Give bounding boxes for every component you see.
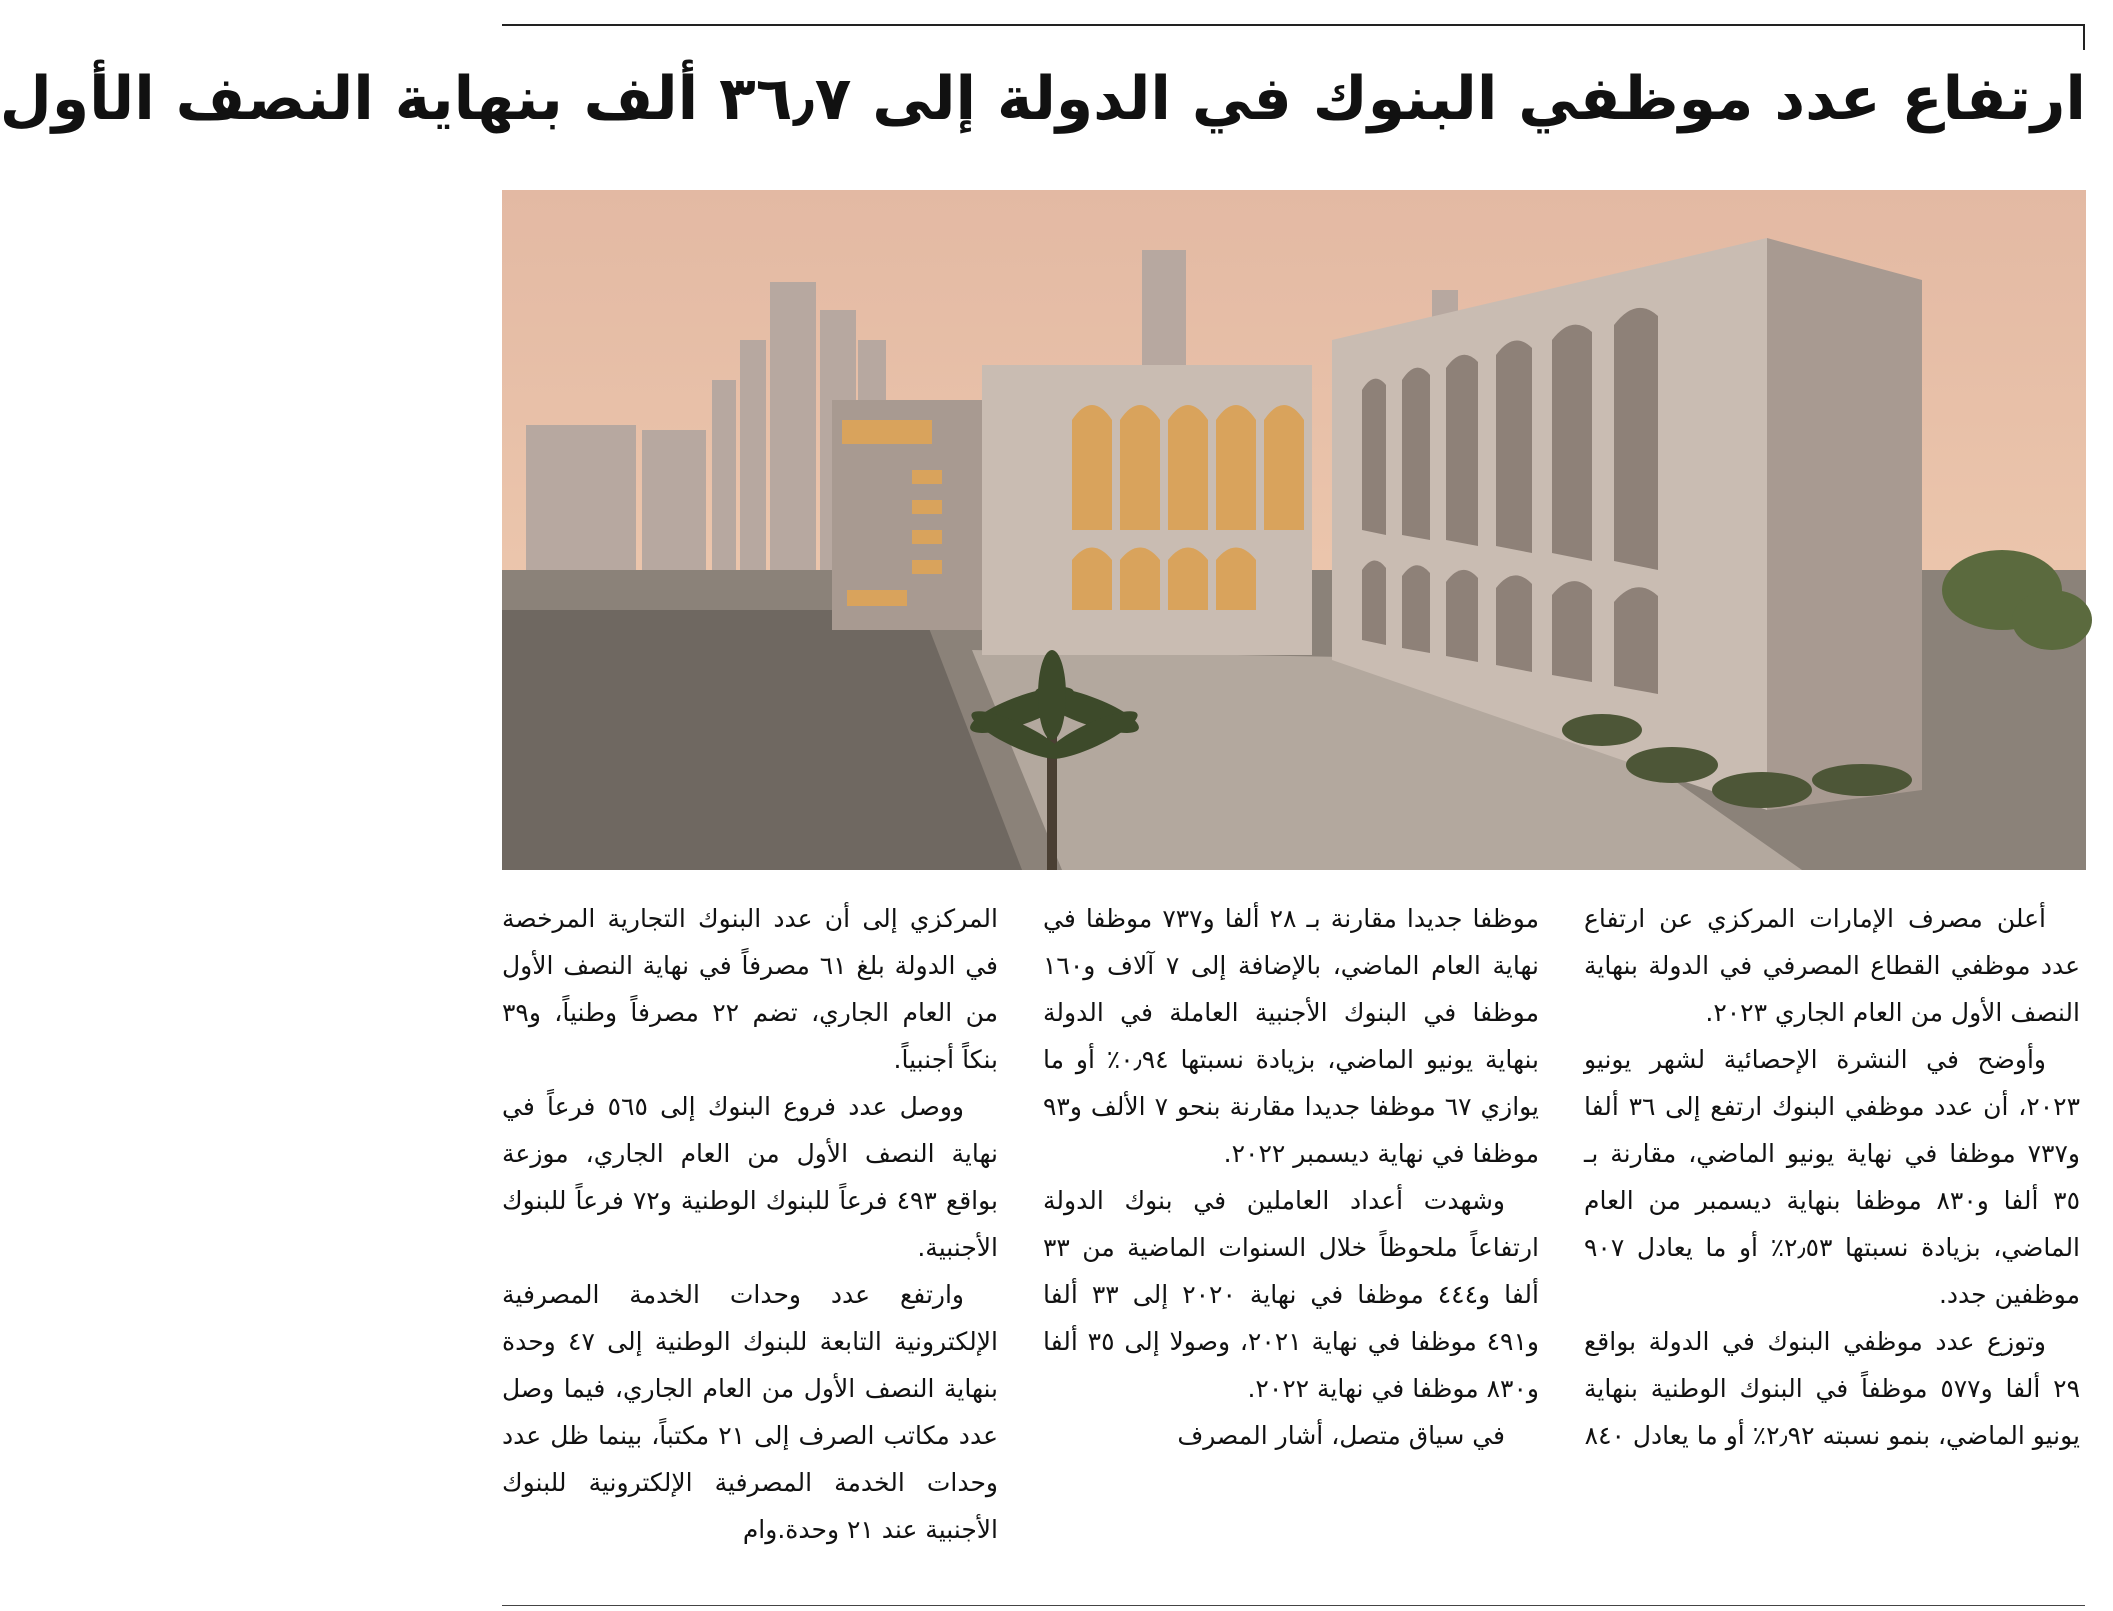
paragraph-continued: موظفا جديدا مقارنة بـ ٢٨ ألفا و٧٣٧ موظفا في نهاية العام الماضي، بالإضافة إلى ٧ آلاف و١٦٠ موظفا في البنوك الأجنبية العاملة في الدولة بنهاية يونيو الماضي، بزيادة نسبتها ٠٫٩٤٪ أو ما يوازي ٦٧ موظفا جديدا مقارنة بنحو ٧ الألف و٩٣ موظفا في نهاية ديسمبر ٢٠٢٢. (1043, 904, 1540, 1168)
headline: ارتفاع عدد موظفي البنوك في الدولة إلى ٣٦٫٧ ألف بنهاية النصف الأول (0, 64, 2086, 134)
main-building-side (1767, 238, 1922, 810)
paragraph: وشهدت أعداد العاملين في بنوك الدولة ارتفاعاً ملحوظاً خلال السنوات الماضية من ٣٣ ألفا و٤٤٤ موظفا في نهاية ٢٠٢٠ إلى ٣٣ ألفا و٤٩١ موظفا في نهاية ٢٠٢١، وصولا إلى ٣٥ ألفا و٨٣٠ موظفا في نهاية ٢٠٢٢. (1043, 1186, 1539, 1403)
article-column-middle (1043, 895, 1539, 1595)
paragraph: أعلن مصرف الإمارات المركزي عن ارتفاع عدد موظفي القطاع المصرفي في الدولة بنهاية النصف الأول من العام الجاري ٢٠٢٣. (1584, 904, 2080, 1027)
article-photo (502, 190, 2086, 870)
paragraph: وارتفع عدد وحدات الخدمة المصرفية الإلكترونية التابعة للبنوك الوطنية إلى ٤٧ وحدة بنهاية النصف الأول من العام الجاري، فيما وصل عدد مكاتب الصرف إلى ٢١ مكتباً، بينما ظل عدد وحدات الخدمة المصرفية الإلكترونية للبنوك الأجنبية عند ٢١ وحدة.وام (502, 1280, 999, 1544)
bottom-rule (502, 1605, 2085, 1606)
article-column-right (1584, 895, 2080, 1595)
article-column-left (502, 895, 998, 1595)
paragraph: ووصل عدد فروع البنوك إلى ٥٦٥ فرعاً في نهاية النصف الأول من العام الجاري، موزعة بواقع ٤٩٣ فرعاً للبنوك الوطنية و٧٢ فرعاً للبنوك الأجنبية. (502, 1092, 998, 1262)
paragraph-continued: المركزي إلى أن عدد البنوك التجارية المرخصة في الدولة بلغ ٦١ مصرفاً في نهاية النصف الأول من العام الجاري، تضم ٢٢ مصرفاً وطنياً، و٣٩ بنكاً أجنبياً. (502, 904, 998, 1074)
top-rule (502, 24, 2085, 26)
paragraph: وتوزع عدد موظفي البنوك في الدولة بواقع ٢٩ ألفا و٥٧٧ موظفاً في البنوك الوطنية بنهاية يونيو الماضي، بنمو نسبته ٢٫٩٢٪ أو ما يعادل ٨٤٠ (1584, 1327, 2080, 1450)
central-bank-building-illustration (502, 190, 2086, 870)
paragraph: وأوضح في النشرة الإحصائية لشهر يونيو ٢٠٢٣، أن عدد موظفي البنوك ارتفع إلى ٣٦ ألفا و٧٣٧ موظفا في نهاية يونيو الماضي، مقارنة بـ ٣٥ ألفا و٨٣٠ موظفا بنهاية ديسمبر من العام الماضي، بزيادة نسبتها ٢٫٥٣٪ أو ما يعادل ٩٠٧ موظفين جدد. (1584, 1045, 2081, 1309)
paragraph: في سياق متصل، أشار المصرف (1177, 1421, 1505, 1450)
